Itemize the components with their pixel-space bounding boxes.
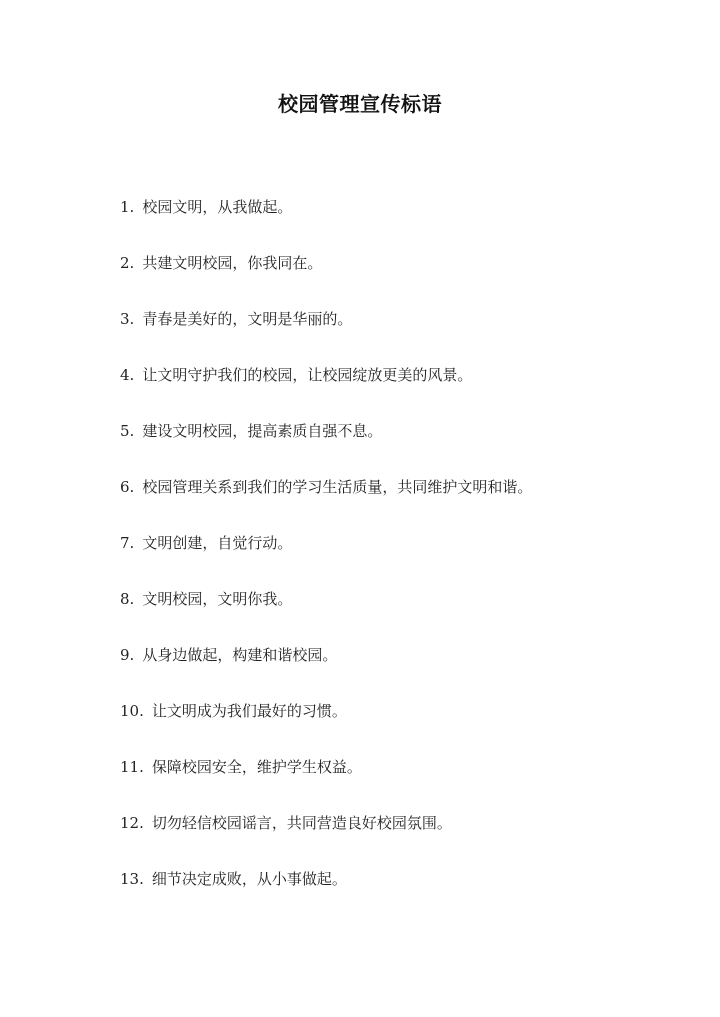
slogan-number: 12. [120, 814, 144, 832]
document-title: 校园管理宣传标语 [278, 92, 442, 116]
slogan-text: 细节决定成败，从小事做起。 [151, 870, 347, 888]
slogan-number: 1. [120, 198, 135, 216]
slogan-item [120, 868, 680, 924]
slogan-text: 青春是美好的，文明是华丽的。 [142, 310, 353, 328]
slogan-text: 从身边做起，构建和谐校园。 [142, 646, 338, 664]
slogan-number: 10. [120, 702, 144, 720]
slogan-item [120, 308, 680, 364]
slogan-text: 文明校园，文明你我。 [142, 590, 293, 608]
slogan-text: 让文明成为我们最好的习惯。 [151, 702, 347, 720]
slogan-item [120, 252, 680, 308]
slogan-item [120, 700, 680, 756]
slogan-item [120, 364, 680, 420]
slogan-number: 3. [120, 310, 135, 328]
slogan-text: 校园管理关系到我们的学习生活质量，共同维护文明和谐。 [142, 478, 533, 496]
slogan-text: 校园文明，从我做起。 [142, 198, 293, 216]
slogan-number: 13. [120, 870, 144, 888]
slogan-number: 8. [120, 590, 135, 608]
slogan-item [120, 644, 680, 700]
slogan-item [120, 532, 680, 588]
slogan-text: 让文明守护我们的校园，让校园绽放更美的风景。 [142, 366, 473, 384]
slogan-text: 切勿轻信校园谣言，共同营造良好校园氛围。 [151, 814, 452, 832]
slogan-number: 2. [120, 254, 135, 272]
slogan-text: 文明创建，自觉行动。 [142, 534, 293, 552]
slogan-item [120, 756, 680, 812]
slogan-list [120, 196, 680, 924]
slogan-item [120, 476, 680, 532]
slogan-number: 5. [120, 422, 135, 440]
slogan-text: 建设文明校园，提高素质自强不息。 [142, 422, 383, 440]
slogan-number: 11. [120, 758, 144, 776]
slogan-number: 6. [120, 478, 135, 496]
slogan-text: 保障校园安全，维护学生权益。 [151, 758, 362, 776]
slogan-number: 4. [120, 366, 135, 384]
slogan-item [120, 812, 680, 868]
slogan-item [120, 588, 680, 644]
slogan-item [120, 420, 680, 476]
slogan-text: 共建文明校园，你我同在。 [142, 254, 323, 272]
slogan-number: 7. [120, 534, 135, 552]
slogan-number: 9. [120, 646, 135, 664]
slogan-item [120, 196, 680, 252]
